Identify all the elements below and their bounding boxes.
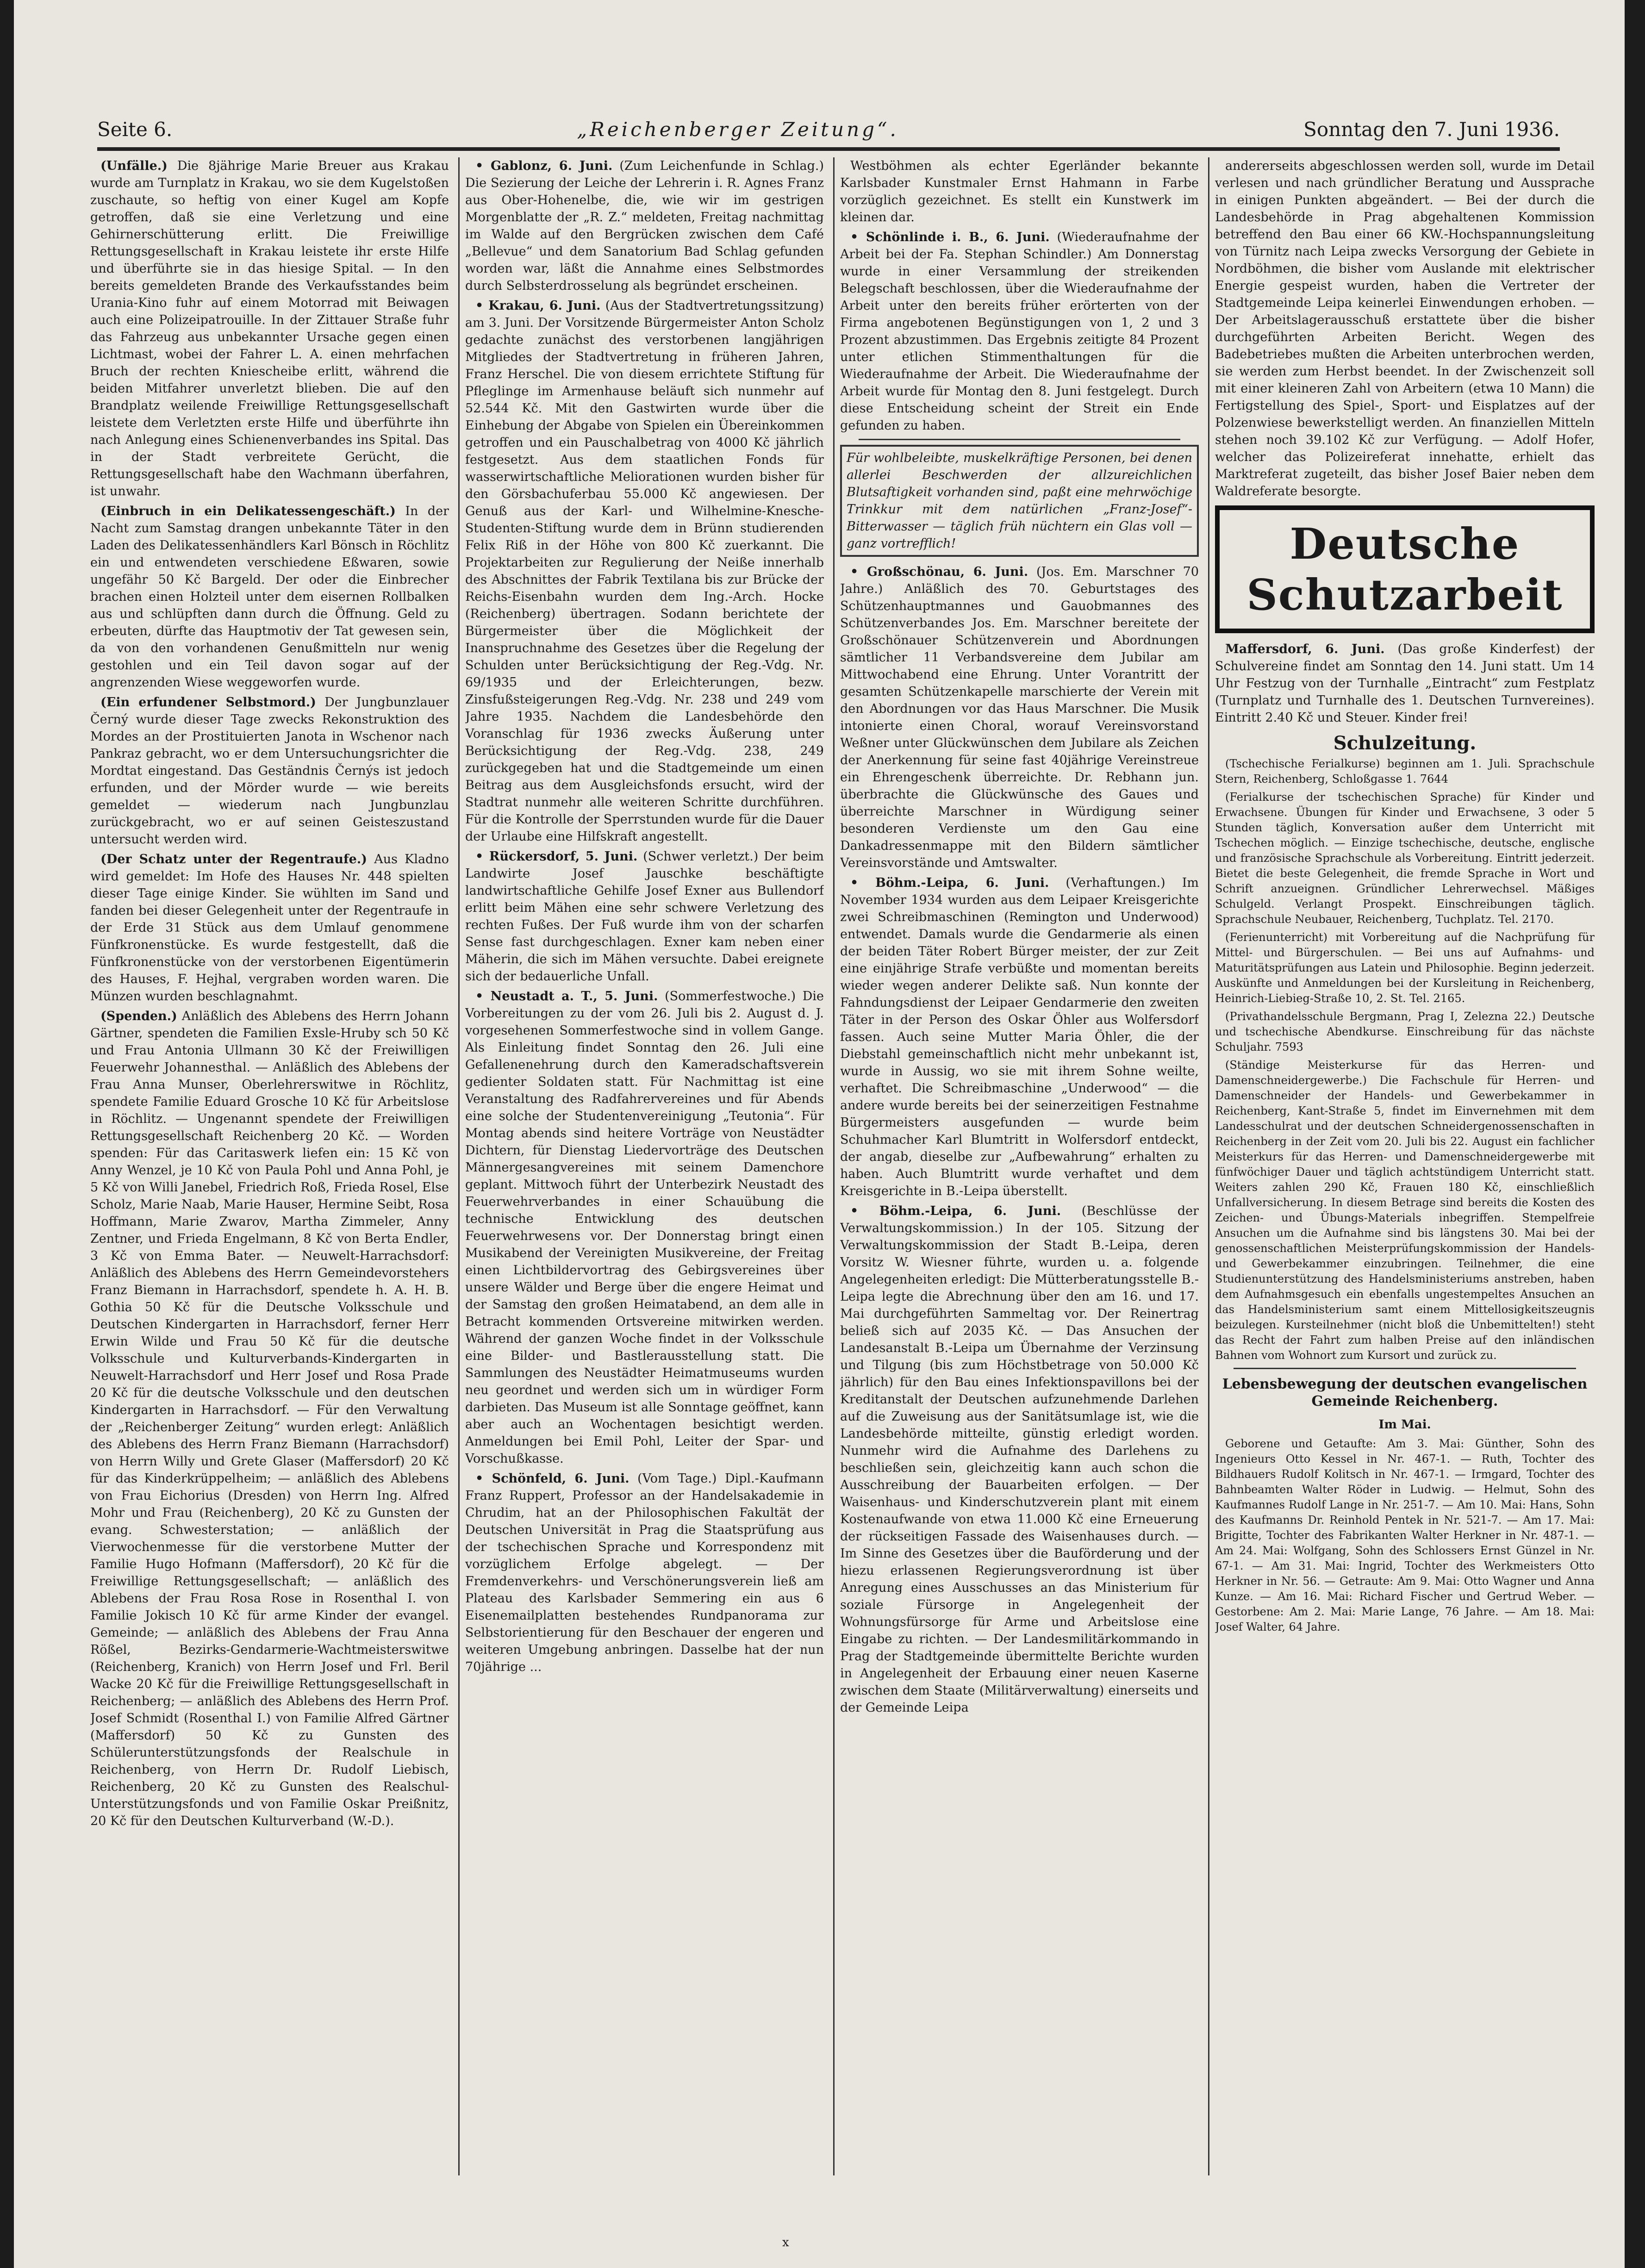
column-rule [1208,157,1209,2175]
article-heading: • Neustadt a. T., 5. Juni. [475,989,658,1003]
article-text: Westböhmen als echter Egerländer bekannte Karlsbader Kunstmaler Ernst Hahmann in Farbe vorzüglich gezeichnet. Es stellt ein Kunstwerk im kleinen dar. [840,159,1199,224]
article-heading: (Ein erfundener Selbstmord.) [100,695,316,710]
article [90,157,449,500]
article-heading: • Gablonz, 6. Juni. [475,159,613,173]
article-text: (Beschlüsse der Verwaltungskommission.) In der 105. Sitzung der Verwaltungskommission der Stadt B.-Leipa, deren Vorsitz W. Wiesner führte, wurden u. a. folgende Angelegenheiten erledigt: Die Mütterberatungsstelle B.-Leipa legte die Abrechnung über den am 16. und 17. Mai durchgeführten Sammeltag vor. Der Reinertrag beließ sich auf 2035 Kč. — Das Ansuchen der Landesanstalt B.-Leipa um Übernahme der Verzinsung und Tilgung (bis zum Höchstbetrage von 50.000 Kč jährlich) für den Bau eines Infektionspavillons bei der Kreditanstalt der Deutschen aufzunehmende Darlehen auf die Zuweisung aus der Sanitätsumlage ist, wie die Landesbehörde mitteilte, günstig erledigt worden. Nunmehr wird die Aufnahme des Darlehens zu beschließen sein, gleichzeitig kann auch schon die Ausschreibung der Bauarbeiten erfolgen. — Der Waisenhaus- und Kinderschutzverein plant mit einem Kostenaufwande von etwa 11.000 Kč eine Erneuerung der rückseitigen Fassade des Waisenhauses durch. — Im Sinne des Gesetzes über die Bauförderung und der hiezu erlassenen Regierungsverordnung ist über Anregung eines Ausschusses an das Ministerium für soziale Fürsorge in Angelegenheit der Wohnungsfürsorge für Arme und Arbeitslose eine Eingabe zu richten. — Der Landesmilitärkommando in Prag der Stadtgemeinde übermittelte Berichte wurden in Angelegenheit der Erbauung einer neuen Kaserne zwischen dem Staate (Militärverwaltung) einerseits und der Gemeinde Leipa [840,1204,1199,1715]
article-heading: • Böhm.-Leipa, 6. Juni. [850,1204,1061,1218]
article-heading: • Krakau, 6. Juni. [475,299,601,313]
article [465,297,824,845]
article [840,157,1199,226]
newspaper-title: „Reichenberger Zeitung“. [577,118,899,141]
issue-date: Sonntag den 7. Juni 1936. [1303,118,1560,141]
article-heading: (Unfälle.) [100,159,168,173]
column-rule [833,157,835,2175]
article-text: andererseits abgeschlossen werden soll, wurde im Detail verlesen und nach gründlicher Beratung und Aussprache in einigen Punkten abgeändert. — Bei der durch die Landesbehörde in Prag abgehaltenen Kommission betreffend den Bau einer 66 KW.-Hochspannungsleitung von Türnitz nach Leipa zwecks Versorgung der Gebiete in Nordböhmen, die bisher vom Auslande mit elektrischer Energie gespeist wurden, haben die Vertreter der Stadtgemeinde Leipa keinerlei Einwendungen erhoben. — Der Arbeitslagerausschuß erstattete über die bisher durchgeführten Arbeiten Bericht. Wegen des Badebetriebes mußten die Arbeiten unterbrochen werden, sie werden zum Herbst beendet. In der Zwischenzeit soll mit einer kleineren Zahl von Arbeitern (etwa 10 Mann) die Fertigstellung des Spiel-, Sport- und Eisplatzes auf der Polzenwiese bewerkstelligt werden. An finanziellen Mitteln stehen noch 39.102 Kč zur Verfügung. — Adolf Hofer, welcher das Polizeireferat innehatte, erhielt das Marktreferat zugeteilt, das bisher Josef Baier neben dem Waldreferate besorgte. [1215,159,1595,498]
article [1215,641,1595,726]
article [465,988,824,1467]
subsection-label: Im Mai. [1378,1418,1431,1432]
column-4 [1215,157,1595,2175]
article [840,874,1199,1200]
article [465,848,824,985]
column-1 [90,157,449,2175]
article [465,1470,824,1676]
article-text: (Jos. Em. Marschner 70 Jahre.) Anläßlich des 70. Geburtstages des Schützenhauptmannes und Gauobmannes des Schützenverbandes Jos. Em. Marschner bereitete der Großschönauer Schützenverein und Abordnungen sämtlicher 11 Verbandsvereine dem Jubilar am Mittwochabend eine Ehrung. Unter Vorantritt der gesamten Schützenkapelle marschierte der Verein mit den Abordnungen vor das Haus Marschner. Die Musik intonierte einen Choral, worauf Vereinsvorstand Weßner unter Glückwünschen dem Jubilare als Zeichen der Anerkennung für seine fast 40jährige Vereinstreue ein Ehrengeschenk überreichte. Dr. Rebhann jun. überbrachte die Glückwünsche des Gaues und überreichte Marschner in Würdigung seiner besonderen Verdienste um den Gau eine Dankadressenmappe mit den Bildern sämtlicher Vereinsvorstände und Amtswalter. [840,565,1199,870]
classified-entry: (Ferienunterricht) mit Vorbereitung auf die Nachprüfung für Mittel- und Bürgerschulen. — Bei uns auf Aufnahms- und Maturitätsprüfungen aus Latein und Philosophie. Beginn jederzeit. Auskünfte und Anmeldungen bei der Kursleitung in Reichenberg, Heinrich-Liebieg-Straße 10, 2. St. Tel. 2165. [1215,931,1595,1005]
article-text: Anläßlich des Ablebens des Herrn Johann Gärtner, spendeten die Familien Exsle-Hruby sch 50 Kč und Frau Antonia Ullmann 30 Kč der Freiwilligen Feuerwehr Johannesthal. — Anläßlich des Ablebens der Frau Anna Munser, Oberlehrerswitwe in Röchlitz, spendete Familie Eduard Grosche 10 Kč für Arbeitslose in Röchlitz. — Ungenannt spendete der Freiwilligen Rettungsgesellschaft Reichenberg 20 Kč. — Worden spenden: Für das Caritaswerk liefen ein: 15 Kč von Anny Wenzel, je 10 Kč von Paula Pohl und Anna Pohl, je 5 Kč von Willi Janebel, Friedrich Roß, Frieda Rosel, Else Scholz, Marie Naab, Marie Hauser, Hermine Seibt, Rosa Hoffmann, Marie Zwarov, Martha Zimmeler, Anny Zentner, und Frieda Engelmann, 8 Kč von Berta Endler, 3 Kč von Emma Bater. — Neuwelt-Harrachsdorf: Anläßlich des Ablebens des Herrn Gemeindevorstehers Franz Biemann in Harrachsdorf, spendete h. A. H. B. Gothia 50 Kč für die Deutsche Volksschule und Deutschen Kindergarten in Harrachsdorf, ferner Herr Erwin Wilde und Frau 50 Kč für die deutsche Volksschule und Kulturverbands-Kindergarten in Neuwelt-Harrachsdorf und Herr Josef und Rosa Prade 20 Kč für die deutsche Volksschule und den deutschen Kindergarten in Harrachsdorf. — Für den Verwaltung der „Reichenberger Zeitung“ wurden erlegt: Anläßlich des Ablebens des Herrn Franz Biemann (Harrachsdorf) von Herrn Willy und Grete Glaser (Maffersdorf) 20 Kč für das Kinderkrüppelheim; — anläßlich des Ablebens von Frau Eichorius (Dresden) von Herrn Ing. Alfred Mohr und Frau (Reichenberg), 20 Kč zu Gunsten der evang. Schwesterstation; — anläßlich der Vierwochenmesse für die verstorbene Mutter der Familie Hugo Hofmann (Maffersdorf), 20 Kč für die Freiwillige Rettungsgesellschaft; — anläßlich des Ablebens der Frau Rosa Rose in Rosenthal I. von Familie Jokisch 10 Kč für arme Kinder der evangel. Gemeinde; — anläßlich des Ablebens der Frau Anna Rößel, Bezirks-Gendarmerie-Wachtmeisterswitwe (Reichenberg, Kranich) von Herrn Josef und Frl. Beril Wacke 20 Kč für die Freiwillige Rettungsgesellschaft in Reichenberg; — anläßlich des Ablebens des Herrn Prof. Josef Schmidt (Rosenthal I.) von Familie Alfred Gärtner (Maffersdorf) 50 Kč zu Gunsten des Schülerunterstützungsfonds der Realschule in Reichenberg, von Herrn Dr. Rudolf Liebisch, Reichenberg, 20 Kč zu Gunsten des Realschul-Unterstützungsfonds und von Familie Oskar Preißnitz, 20 Kč für den Deutschen Kulturverband (W.-D.). [90,1009,449,1828]
article [840,1203,1199,1716]
page-footer-mark: x [782,2236,789,2249]
article-heading: • Schönfeld, 6. Juni. [475,1471,629,1486]
article-text: In der Nacht zum Samstag drangen unbekannte Täter in den Laden des Delikatessenhändlers Karl Bönsch in Röchlitz ein und entwendeten verschiedene Eßwaren, sowie ungefähr 50 Kč Bargeld. Der oder die Einbrecher brachen einen Holzteil unter dem eisernen Rollbalken aus und schlüpften dann durch die Öffnung. Geld zu erbeuten, dürfte das Hauptmotiv der Tat gewesen sein, da von den vorhandenen Genußmitteln nur wenig gestohlen und ein Teil davon sogar auf der angrenzenden Wiese weggeworfen wurde. [90,504,449,690]
article-heading: (Spenden.) [100,1009,177,1023]
article-text: (Wiederaufnahme der Arbeit bei der Fa. Stephan Schindler.) Am Donnerstag wurde in einer Versammlung der streikenden Belegschaft beschlossen, über die Wiederaufnahme der Arbeit unter den bereits früher erörterten von der Firma angebotenen Begünstigungen von 1, 2 und 3 Prozent abzustimmen. Das Ergebnis zeitigte 84 Prozent unter etlichen Stimmenthaltungen für die Wiederaufnahme der Arbeit. Die Wiederaufnahme der Arbeit wurde für Montag den 8. Juni festgelegt. Durch diese Entscheidung scheint der Streit ein Ende gefunden zu haben. [840,230,1199,433]
article-text: Aus Kladno wird gemeldet: Im Hofe des Hauses Nr. 448 spielten dieser Tage einige Kinder. Sie wühlten im Sand und fanden bei dieser Gelegenheit unter der Regentraufe in der Erde 31 Stück aus dem Umlauf genommene Fünfkronenstücke. Es wurde festgestellt, daß die Fünfkronenstücke von der verstorbenen Eigentümerin des Hauses, F. Hejhal, vergraben worden waren. Die Münzen wurden beschlagnahmt. [90,852,449,1003]
advertisement-notice: Für wohlbeleibte, muskelkräftige Personen, bei denen allerlei Beschwerden der allzureichlichen Blutsaftigkeit vorhanden sind, paßt eine mehrwöchige Trinkkur mit dem natürlichen „Franz-Josef“-Bitterwasser — täglich früh nüchtern ein Glas voll — ganz vortrefflich! [840,445,1199,557]
article [90,1008,449,1830]
article-heading: • Rückersdorf, 5. Juni. [475,849,638,864]
article-text: Der Jungbunzlauer Černý wurde dieser Tage zwecks Rekonstruktion des Mordes an der Prostituierten Janota in Wschenor nach Pankraz gebracht, wo er dem Untersuchungsrichter die Mordtat eingestand. Das Geständnis Černýs ist jedoch erfunden, und der Mörder wurde — wie bereits gemeldet — wiederum nach Jungbunzlau zurückgebracht, wo er auf seinen Geisteszustand untersucht werden wird. [90,695,449,847]
column-rule [458,157,460,2175]
article-text: (Aus der Stadtvertretungssitzung) am 3. Juni. Der Vorsitzende Bürgermeister Anton Scholz gedachte zunächst des verstorbenen langjährigen Mitgliedes der Stadtvertretung in früheren Jahren, Franz Herschel. Die von diesem errichtete Stiftung für Pfleglinge im Armenhause beläuft sich nunmehr auf 52.544 Kč. Mit den Gastwirten wurde über die Einhebung der Abgabe von Spielen ein Übereinkommen getroffen und ein Pauschalbetrag von 4000 Kč jährlich festgesetzt. Aus dem staatlichen Fonds für wasserwirtschaftliche Meliorationen wurden bisher für den Görsbachuferbau 55.000 Kč angewiesen. Der Genuß aus der Karl- und Wilhelmine-Knesche-Studenten-Stiftung wurde dem in Brünn studierenden Felix Riß in der Höhe von 800 Kč zuerkannt. Die Projektarbeiten zur Regulierung der Neiße innerhalb des Abschnittes der Fabrik Textilana bis zur Brücke der Reichs-Eisenbahn wurden dem Ing.-Arch. Hocke (Reichenberg) übertragen. Sodann berichtete der Bürgermeister über die Möglichkeit der Inanspruchnahme des Gesetzes über die Regelung der Schulden unter Berücksichtigung der Reg.-Vdg. Nr. 69/1935 und der Erleichterungen, bezw. Zinsfußsteigerungen Reg.-Vdg. Nr. 238 und 249 vom Jahre 1935. Nachdem die Landesbehörde den Voranschlag für 1936 zwecks Äußerung unter Berücksichtigung der Reg.-Vdg. 238, 249 zurückgegeben hat und die Stadtgemeinde um einen Beitrag aus dem Ausgleichsfonds ersucht, wird der Stadtrat nunmehr alle weiteren Schritte durchführen. Für die Kontrolle der Sperrstunden wurde für die Dauer der Urlaube eine Hilfskraft angestellt. [465,299,824,844]
classified-entry: (Ferialkurse der tschechischen Sprache) für Kinder und Erwachsene. Übungen für Kinder und Erwachsene, 3 oder 5 Stunden täglich, Konversation außer dem Unterricht mit Tschechen möglich. — Einzige tschechische, deutsche, englische und französische Sprachschule als Vorbereitung. Eintritt jederzeit. Bietet die beste Gelegenheit, die fremde Sprache in Wort und Schrift anzueignen. Gründlicher Lehrerwechsel. Mäßiges Schulgeld. Verlangt Prospekt. Einschreibungen täglich. Sprachschule Neubauer, Reichenberg, Tuchplatz. Tel. 2170. [1215,791,1595,926]
article-text: (Vom Tage.) Dipl.-Kaufmann Franz Ruppert, Professor an der Handelsakademie in Chrudim, hat an der Philosophischen Fakultät der Deutschen Universität in Prag die Staatsprüfung aus der tschechischen Sprache und Korrespondenz mit vorzüglichem Erfolge abgelegt. — Der Fremdenverkehrs- und Verschönerungsverein ließ am Plateau des Karlsbader Semmering ein aus 6 Eisenemailplatten bestehendes Rundpanorama zur Selbstorientierung für den Beschauer der engeren und weiteren Umgebung anbringen. Dasselbe hat der nun 70jährige ... [465,1471,824,1674]
article-heading: Maffersdorf, 6. Juni. [1225,642,1385,656]
header-rule [97,147,1560,151]
classified-entry: (Privathandelsschule Bergmann, Prag I, Zelezna 22.) Deutsche und tschechische Abendkurse. Einschreibung für das nächste Schuljahr. 7593 [1215,1010,1595,1053]
article-heading: (Einbruch in ein Delikatessengeschäft.) [100,504,396,518]
separator [859,439,1180,440]
article [1215,157,1595,500]
article-text: (Zum Leichenfunde in Schlag.) Die Sezierung der Leiche der Lehrerin i. R. Agnes Franz aus Ober-Hohenelbe, die, wie wir im gestrigen Morgenblatte der „R. Z.“ meldeten, Freitag nachmittag im Walde auf den Bergrücken zwischen dem Café „Bellevue“ und dem Sanatorium Bad Schlag gefunden worden war, läßt die Annahme eines Selbstmordes durch Selbsterdrosselung als begründet erscheinen. [465,159,824,293]
article [840,563,1199,872]
section-banner: Deutsche Schutzarbeit [1215,505,1595,633]
article [840,229,1199,434]
column-2 [465,157,824,2175]
article [90,694,449,848]
classified-entry: (Ständige Meisterkurse für das Herren- und Damenschneidergewerbe.) Die Fachschule für Herren- und Damenschneider der Handels- und Gewerbekammer in Reichenberg, Kant-Straße 5, findet im Einvernehmen mit dem Landesschulrat und der deutschen Schneidergenossenschaften in Reichenberg in der Zeit vom 20. Juli bis 22. August ein fachlicher Meisterkurs für das Herren- und Damenschneidergewerbe mit fünfwöchiger Dauer und täglich achtstündigem Unterricht statt. Weiters zahlen 290 Kč, Frauen 180 Kč, einschließlich Unfallversicherung. In diesem Betrage sind bereits die Kosten des Zeichen- und Übungs-Materials inbegriffen. Stempelfreie Ansuchen um die Aufnahme sind bis längstens 30. Mai bei der genossenschaftlichen Meisterprüfungskommission der Handels- und Gewerbekammer einzubringen. Teilnehmer, die eine Studienunterstützung des Handelsministeriums anstreben, haben dem Aufnahmsgesuch ein ebenfalls ungestempeltes Ansuchen an das Handelsministerium samt einem Mittellosigkeitszeugnis beizulegen. Kursteilnehmer (nicht bloß die Unbemittelten!) steht das Recht der Fahrt zum halben Preise auf den inländischen Bahnen vom Wohnort zum Kursort und zurück zu. [1215,1059,1595,1362]
subsection-title: Lebensbewegung der deutschen evangelischen Gemeinde Reichenberg. [1222,1376,1588,1409]
article [90,503,449,691]
article-heading: • Großschönau, 6. Juni. [850,565,1028,579]
article-text: (Das große Kinderfest) der Schulvereine findet am Sonntag den 14. Juni statt. Um 14 Uhr Festzug von der Turnhalle „Eintracht“ zum Festplatz (Turnplatz und Turnhalle des 1. Deutschen Turnvereines). Eintritt 2.40 Kč und Steuer. Kinder frei! [1215,642,1595,725]
article [90,851,449,1005]
article-text: Die 8jährige Marie Breuer aus Krakau wurde am Turnplatz in Krakau, wo sie dem Kugelstoßen zuschaute, so heftig von einer Kugel am Kopfe getroffen, daß sie eine Verletzung und eine Gehirnerschütterung erlitt. Die Freiwillige Rettungsgesellschaft in Krakau leistete ihr erste Hilfe und überführte sie in das hiesige Spital. — In den bereits gemeldeten Brande des Verkaufsstandes beim Urania-Kino fuhr auf einem Motorrad mit Beiwagen auch eine Polizeipatrouille. In der Zittauer Straße fuhr das Fahrzeug aus unbekannter Ursache gegen einen Lichtmast, wobei der Fahrer L. A. einen mehrfachen Bruch der rechten Kniescheibe erlitt, während die beiden Mitfahrer unverletzt blieben. Die auf den Brandplatz weilende Freiwillige Rettungsgesellschaft leistete dem Verletzten erste Hilfe und überführte ihn nach Anlegung eines Schienenverbandes ins Spital. Das in der Stadt verbreitete Gerücht, die Rettungsgesellschaft habe den Wachmann überfahren, ist unwahr. [90,159,449,498]
classified-entry: (Tschechische Ferialkurse) beginnen am 1. Juli. Sprachschule Stern, Reichenberg, Schloßgasse 1. 7644 [1215,757,1595,785]
column-3 [840,157,1199,2175]
section-title: Schulzeitung. [1333,732,1477,754]
parish-register: Geborene und Getaufte: Am 3. Mai: Günther, Sohn des Ingenieurs Otto Kessel in Nr. 467-1. — Ruth, Tochter des Bildhauers Rudolf Kolitsch in Nr. 467-1. — Irmgard, Tochter des Bahnbeamten Walter Röder in Ludwig. — Helmut, Sohn des Kaufmannes Rudolf Lange in Nr. 251-7. — Am 10. Mai: Hans, Sohn des Kaufmanns Dr. Reinhold Pentek in Nr. 521-7. — Am 17. Mai: Brigitte, Tochter des Fabrikanten Walter Herkner in Nr. 487-1. — Am 24. Mai: Wolfgang, Sohn des Schlossers Ernst Günzel in Nr. 67-1. — Am 31. Mai: Ingrid, Tochter des Werkmeisters Otto Herkner in Nr. 56. — Getraute: Am 9. Mai: Otto Wagner und Anna Kunze. — Am 16. Mai: Richard Fischer und Gertrud Weber. — Gestorbene: Am 2. Mai: Marie Lange, 76 Jahre. — Am 18. Mai: Josef Walter, 64 Jahre. [1215,1437,1595,1633]
article-text: (Sommerfestwoche.) Die Vorbereitungen zu der vom 26. Juli bis 2. August d. J. vorgesehenen Sommerfestwoche sind in vollem Gange. Als Einleitung findet Sonntag den 26. Juli eine Gefallenenehrung durch den Kameradschaftsverein gedienter Soldaten statt. Für Nachmittag ist eine Veranstaltung des Radfahrervereines und für Abends eine solche der Studentenvereinigung „Teutonia“. Für Montag abends sind heitere Vorträge von Neustädter Dichtern, für Dienstag Liedervorträge des Deutschen Männergesangvereines mit seinem Damenchore geplant. Mittwoch führt der Unterbezirk Neustadt des Feuerwehrverbandes in einer Schauübung die technische Entwicklung des deutschen Feuerwehrwesens vor. Der Donnerstag bringt einen Musikabend der Vereinigten Musikvereine, der Freitag einen Lichtbildervortrag des Gebirgsvereines über unsere Wälder und Berge über die engere Heimat und der Samstag den großen Heimatabend, an dem alle in Betracht kommenden Ortsvereine mitwirken werden. Während der ganzen Woche findet in der Volksschule eine Bilder- und Bastlerausstellung statt. Die Sammlungen des Neustädter Heimatmuseums wurden neu geordnet und werden sich um in würdiger Form darbieten. Das Museum ist alle Sonntage geöffnet, kann aber auch an Wochentagen besichtigt werden. Anmeldungen bei Emil Pohl, Leiter der Spar- und Vorschußkasse. [465,989,824,1466]
article-text: (Schwer verletzt.) Der beim Landwirte Josef Jauschke beschäftigte landwirtschaftliche Gehilfe Josef Exner aus Bullendorf erlitt beim Mähen eine sehr schwere Verletzung des rechten Fußes. Der Fuß wurde ihm von der scharfen Sense fast durchgeschlagen. Exner kam neben einer Mäherin, die sich im Mähen versuchte. Dabei ereignete sich der bedauerliche Unfall. [465,849,824,984]
article-heading: (Der Schatz unter der Regentraufe.) [100,852,368,866]
article-heading: • Schönlinde i. B., 6. Juni. [850,230,1050,244]
article [465,157,824,294]
article-heading: • Böhm.-Leipa, 6. Juni. [850,876,1049,890]
article-text: (Verhaftungen.) Im November 1934 wurden aus dem Leipaer Kreisgerichte zwei Schreibmaschinen (Remington und Underwood) entwendet. Damals wurde die Gendarmerie als einen der beiden Täter Robert Bürger meister, der zur Zeit eine einjährige Strafe verbüßte und momentan bereits wieder wegen anderer Delikte saß. Nun konnte der Fahndungsdienst der Leipaer Gendarmerie den zweiten Täter in der Person des Oskar Öhler aus Wolfersdorf fassen. Auch seine Mutter Maria Öhler, die der Diebstahl gemeinschaftlich nicht mehr unbekannt ist, wurde in Aussig, wo sie mit ihrem Sohne weilte, verhaftet. Die Schreibmaschine „Underwood“ — die andere wurde bereits bei der seinerzeitigen Festnahme Bürgermeisters ausgefunden — wurde beim Schuhmacher Karl Blumtritt in Wolfersdorf entdeckt, der angab, dieselbe zur „Aufbewahrung“ erhalten zu haben. Auch Blumtritt wurde verhaftet und dem Kreisgerichte in B.-Leipa überstellt. [840,876,1199,1198]
page-number: Seite 6. [97,118,173,141]
masthead [97,118,1560,146]
separator [1234,1368,1576,1369]
